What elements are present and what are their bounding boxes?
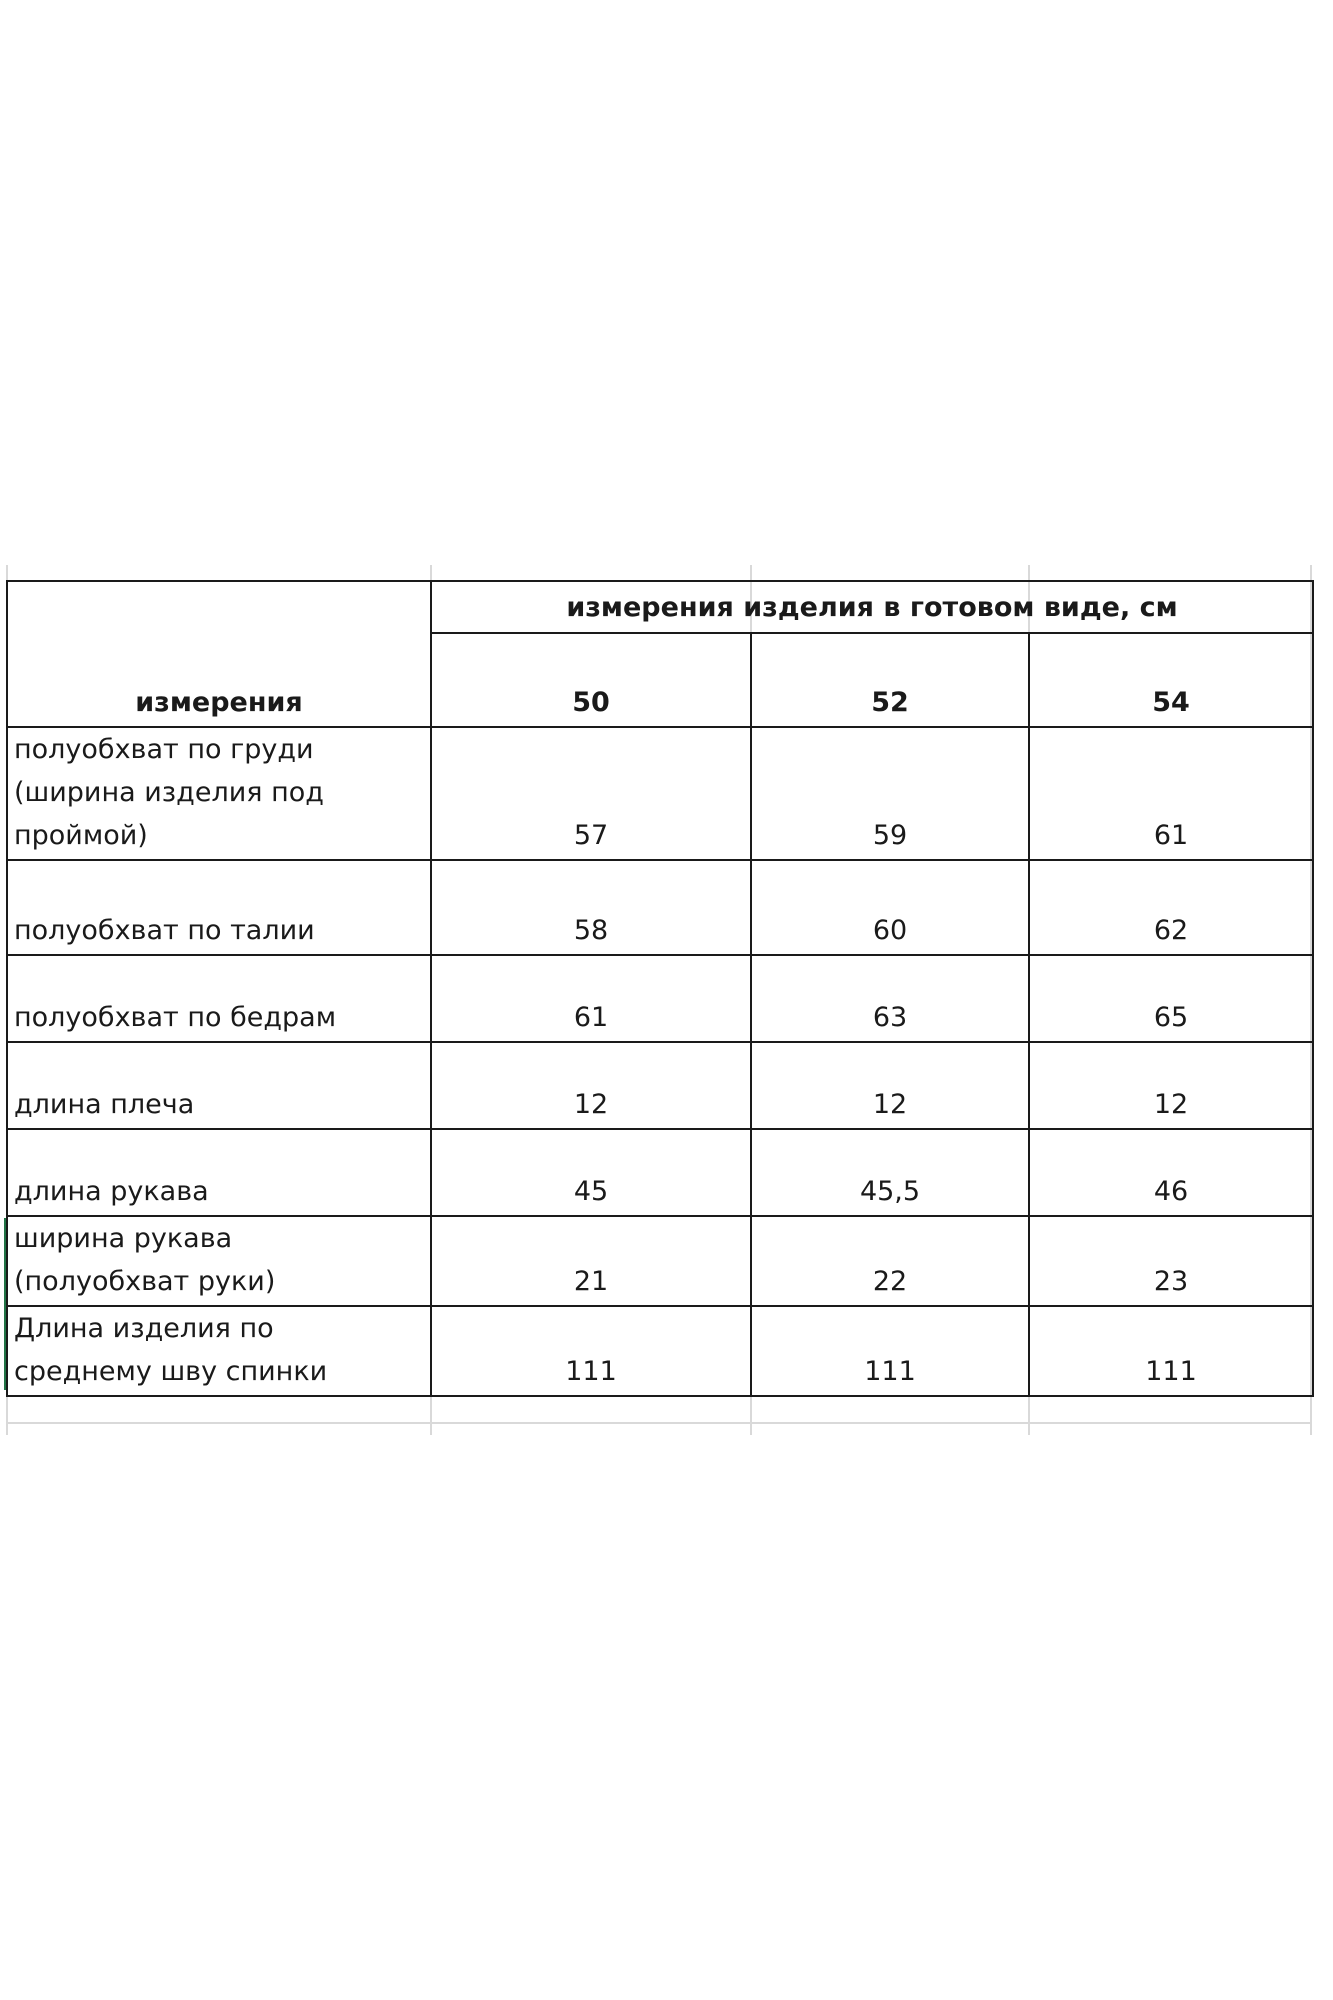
table-row <box>7 955 1313 1042</box>
measurements-header[interactable]: измерения <box>7 581 431 727</box>
measurement-label-line: ширина рукава <box>14 1223 233 1254</box>
measurement-label-line: (полуобхват руки) <box>14 1266 276 1297</box>
table-row <box>7 1216 1313 1306</box>
measurement-label-line: полуобхват по бедрам <box>14 1002 337 1033</box>
value-cell-size-54[interactable]: 62 <box>1029 860 1313 955</box>
value-cell-size-52[interactable]: 22 <box>751 1216 1029 1306</box>
table-row <box>7 1129 1313 1216</box>
measurement-label-cell[interactable] <box>7 1042 431 1129</box>
table-row <box>7 1306 1313 1396</box>
value-cell-size-54[interactable]: 23 <box>1029 1216 1313 1306</box>
size-header-52[interactable]: 52 <box>751 633 1029 727</box>
measurement-label-line: (ширина изделия под <box>14 777 324 808</box>
value-cell-size-50[interactable]: 45 <box>431 1129 751 1216</box>
value-cell-size-54[interactable]: 46 <box>1029 1129 1313 1216</box>
measurement-label-cell[interactable] <box>7 860 431 955</box>
measurement-label-line: полуобхват по талии <box>14 915 315 946</box>
value-cell-size-52[interactable]: 59 <box>751 727 1029 860</box>
value-cell-size-50[interactable]: 58 <box>431 860 751 955</box>
value-cell-size-52[interactable]: 12 <box>751 1042 1029 1129</box>
value-cell-size-50[interactable]: 57 <box>431 727 751 860</box>
measurement-label-line: Длина изделия по <box>14 1313 274 1344</box>
value-cell-size-52[interactable]: 60 <box>751 860 1029 955</box>
value-cell-size-50[interactable]: 21 <box>431 1216 751 1306</box>
size-header-50[interactable]: 50 <box>431 633 751 727</box>
value-cell-size-50[interactable]: 12 <box>431 1042 751 1129</box>
measurement-label-line: среднему шву спинки <box>14 1356 328 1387</box>
value-cell-size-54[interactable]: 111 <box>1029 1306 1313 1396</box>
value-cell-size-50[interactable]: 111 <box>431 1306 751 1396</box>
value-cell-size-52[interactable]: 63 <box>751 955 1029 1042</box>
table-row <box>7 727 1313 860</box>
value-cell-size-54[interactable]: 61 <box>1029 727 1313 860</box>
size-header-54[interactable]: 54 <box>1029 633 1313 727</box>
value-cell-size-54[interactable]: 65 <box>1029 955 1313 1042</box>
value-cell-size-50[interactable]: 61 <box>431 955 751 1042</box>
finished-garment-header[interactable]: измерения изделия в готовом виде, см <box>431 581 1313 633</box>
size-chart-table <box>6 580 1314 1397</box>
measurement-label-line: проймой) <box>14 820 148 851</box>
sheet-gridline <box>6 1422 1312 1424</box>
measurement-label-cell[interactable] <box>7 1306 431 1396</box>
table-row <box>7 1042 1313 1129</box>
measurement-label-line: длина рукава <box>14 1176 209 1207</box>
measurement-label-cell[interactable] <box>7 727 431 860</box>
measurement-label-cell[interactable] <box>7 955 431 1042</box>
value-cell-size-54[interactable]: 12 <box>1029 1042 1313 1129</box>
value-cell-size-52[interactable]: 111 <box>751 1306 1029 1396</box>
measurement-label-line: длина плеча <box>14 1089 195 1120</box>
table-row <box>7 860 1313 955</box>
value-cell-size-52[interactable]: 45,5 <box>751 1129 1029 1216</box>
measurement-label-cell[interactable] <box>7 1216 431 1306</box>
measurement-label-line: полуобхват по груди <box>14 734 314 765</box>
table-header-row <box>7 581 1313 633</box>
measurement-label-cell[interactable] <box>7 1129 431 1216</box>
